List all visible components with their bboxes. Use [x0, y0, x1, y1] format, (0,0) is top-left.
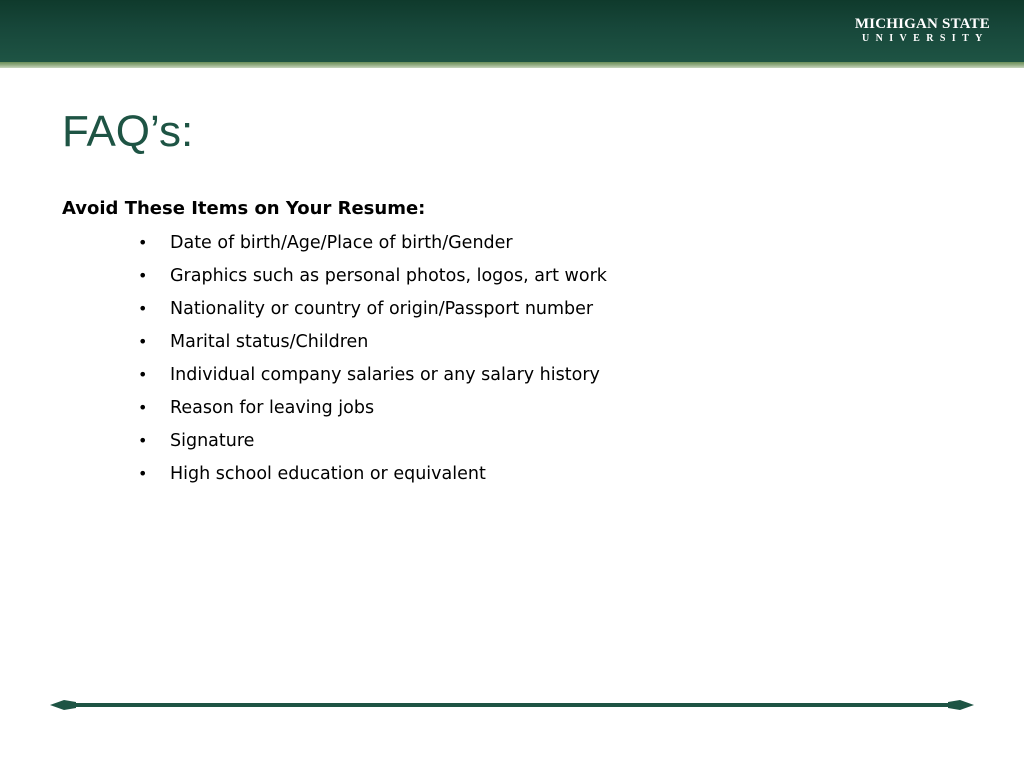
bullet-icon: • [138, 464, 148, 483]
section-heading: Avoid These Items on Your Resume: [62, 198, 426, 219]
footer-rule [70, 703, 954, 707]
logo-line-1: MICHIGAN STATE [854, 16, 990, 32]
bullet-icon: • [138, 266, 148, 285]
right-arrowhead-icon [948, 700, 974, 710]
bullet-icon: • [138, 332, 148, 351]
footer-arrow-line [50, 696, 974, 714]
bullet-icon: • [138, 431, 148, 450]
bullet-text: High school education or equivalent [170, 464, 486, 484]
bullet-text: Individual company salaries or any salary history [170, 365, 600, 385]
bullet-text: Date of birth/Age/Place of birth/Gender [170, 233, 513, 253]
bullet-text: Graphics such as personal photos, logos, art work [170, 266, 607, 286]
bullet-text: Marital status/Children [170, 332, 369, 352]
bullet-text: Nationality or country of origin/Passport number [170, 299, 594, 319]
header-accent-stripe [0, 62, 1024, 68]
bullet-icon: • [138, 398, 148, 417]
bullet-icon: • [138, 233, 148, 252]
header-bar [0, 0, 1024, 62]
bullet-text: Reason for leaving jobs [170, 398, 375, 418]
bullet-icon: • [138, 365, 148, 384]
slide-title: FAQ’s: [62, 107, 194, 156]
logo-line-2: UNIVERSITY [862, 33, 989, 44]
bullet-text: Signature [170, 431, 255, 451]
msu-logo [855, 16, 990, 46]
bullet-icon: • [138, 299, 148, 318]
